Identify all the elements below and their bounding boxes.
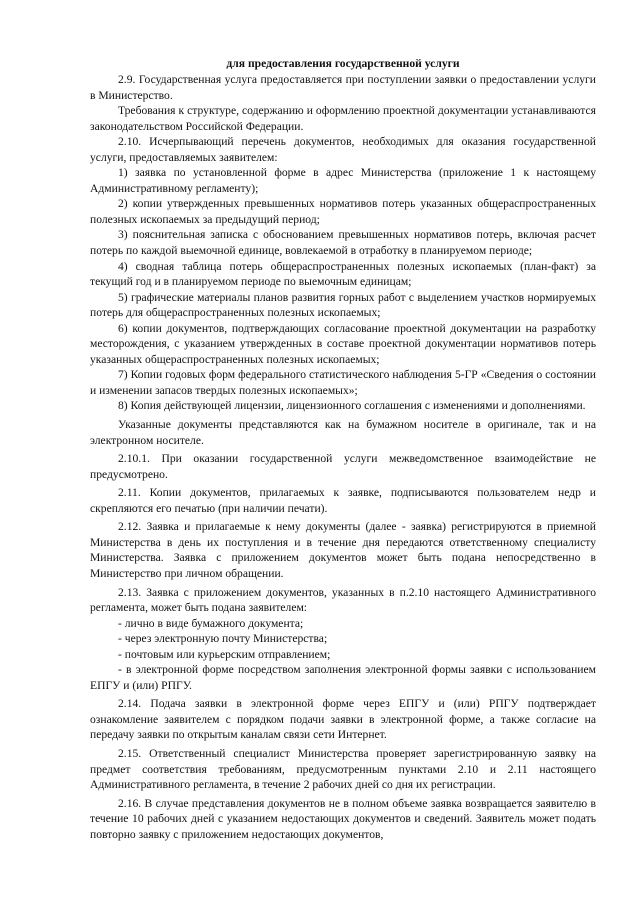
paragraph: 6) копии документов, подтверждающих согласование проектной документации на разработку месторождения, с указанием утвержденных в составе проектной документации нормативов потерь указанных общераспространенных полезных ископаемых; — [90, 321, 596, 366]
paragraph: Указанные документы представляются как на бумажном носителе в оригинале, так и на электронном носителе. — [90, 418, 596, 447]
paragraph: 5) графические материалы планов развития горных работ с выделением участков нормируемых потерь для общераспространенных полезных ископаемых; — [90, 290, 596, 320]
paragraph: 2.10. Исчерпывающий перечень документов, необходимых для оказания государственной услуги, предоставляемых заявителем: — [90, 135, 596, 164]
paragraph: - лично в виде бумажного документа; — [118, 616, 304, 630]
paragraph: 2.16. В случае представления документов не в полном объеме заявка возвращается заявителю в течение 10 рабочих дней с указанием недостающих документов и сведений. Заявитель может подать повторно заявку с приложением недостающих документов, — [90, 796, 596, 841]
paragraph: 2.13. Заявка с приложением документов, указанных в п.2.10 настоящего Административного регламента, может быть подана заявителем: — [90, 585, 596, 615]
paragraph: 7) Копии годовых форм федерального статистического наблюдения 5-ГР «Сведения о состоянии и изменении запасов твердых полезных ископаемых»; — [90, 368, 596, 397]
document-body — [90, 72, 596, 842]
paragraph: 3) пояснительная записка с обоснованием превышенных нормативов потерь, включая расчет потерь по каждой выемочной единице, вовлекаемой в отработку в планируемом периоде; — [90, 228, 596, 258]
paragraph: 8) Копия действующей лицензии, лицензионного соглашения с изменениями и дополнениями. — [118, 399, 586, 413]
paragraph: 2) копии утвержденных превышенных нормативов потерь указанных общераспространенных полезных ископаемых за предыдущий период; — [90, 197, 596, 226]
paragraph: Требования к структуре, содержанию и оформлению проектной документации устанавливаются законодательством Российской Федерации. — [90, 104, 596, 133]
paragraph: - через электронную почту Министерства; — [118, 632, 328, 646]
paragraph: 2.14. Подача заявки в электронной форме через ЕПГУ и (или) РПГУ подтверждает ознакомление заявителем с порядком подачи заявки в электронной форме, а также согласие на передачу заявки по открытым каналам связи сети Интернет. — [90, 697, 596, 742]
paragraph: 2.9. Государственная услуга предоставляется при поступлении заявки о предоставлении услуги в Министерство. — [90, 73, 596, 102]
paragraph: 2.15. Ответственный специалист Министерства проверяет зарегистрированную заявку на предмет соответствия требованиям, предусмотренным пунктами 2.10 и 2.11 настоящего Административного регламента, в течение 2 рабочих дней со дня их регистрации. — [90, 746, 596, 792]
paragraph: 2.12. Заявка и прилагаемые к нему документы (далее - заявка) регистрируются в приемной Министерства в день их поступления и в течение дня передаются ответственному специалисту Министерства. Заявка с приложением документов может быть подана непосредственно в Министерство при личном обращении. — [90, 520, 596, 580]
section-heading: для предоставления государственной услуги — [226, 57, 460, 70]
paragraph: 2.10.1. При оказании государственной услуги межведомственное взаимодействие не предусмотрено. — [90, 452, 596, 481]
paragraph: - в электронной форме посредством заполнения электронной формы заявки с использованием ЕПГУ и (или) РПГУ. — [90, 663, 596, 692]
paragraph: 4) сводная таблица потерь общераспространенных полезных ископаемых (план-факт) за текущий год и в планируемом периоде по выемочным единицам; — [90, 259, 596, 289]
paragraph: - почтовым или курьерским отправлением; — [118, 647, 331, 661]
paragraph: 1) заявка по установленной форме в адрес Министерства (приложение 1 к настоящему Административному регламенту); — [90, 166, 596, 195]
paragraph: 2.11. Копии документов, прилагаемых к заявке, подписываются пользователем недр и скрепляются его печатью (при наличии печати). — [90, 486, 596, 515]
